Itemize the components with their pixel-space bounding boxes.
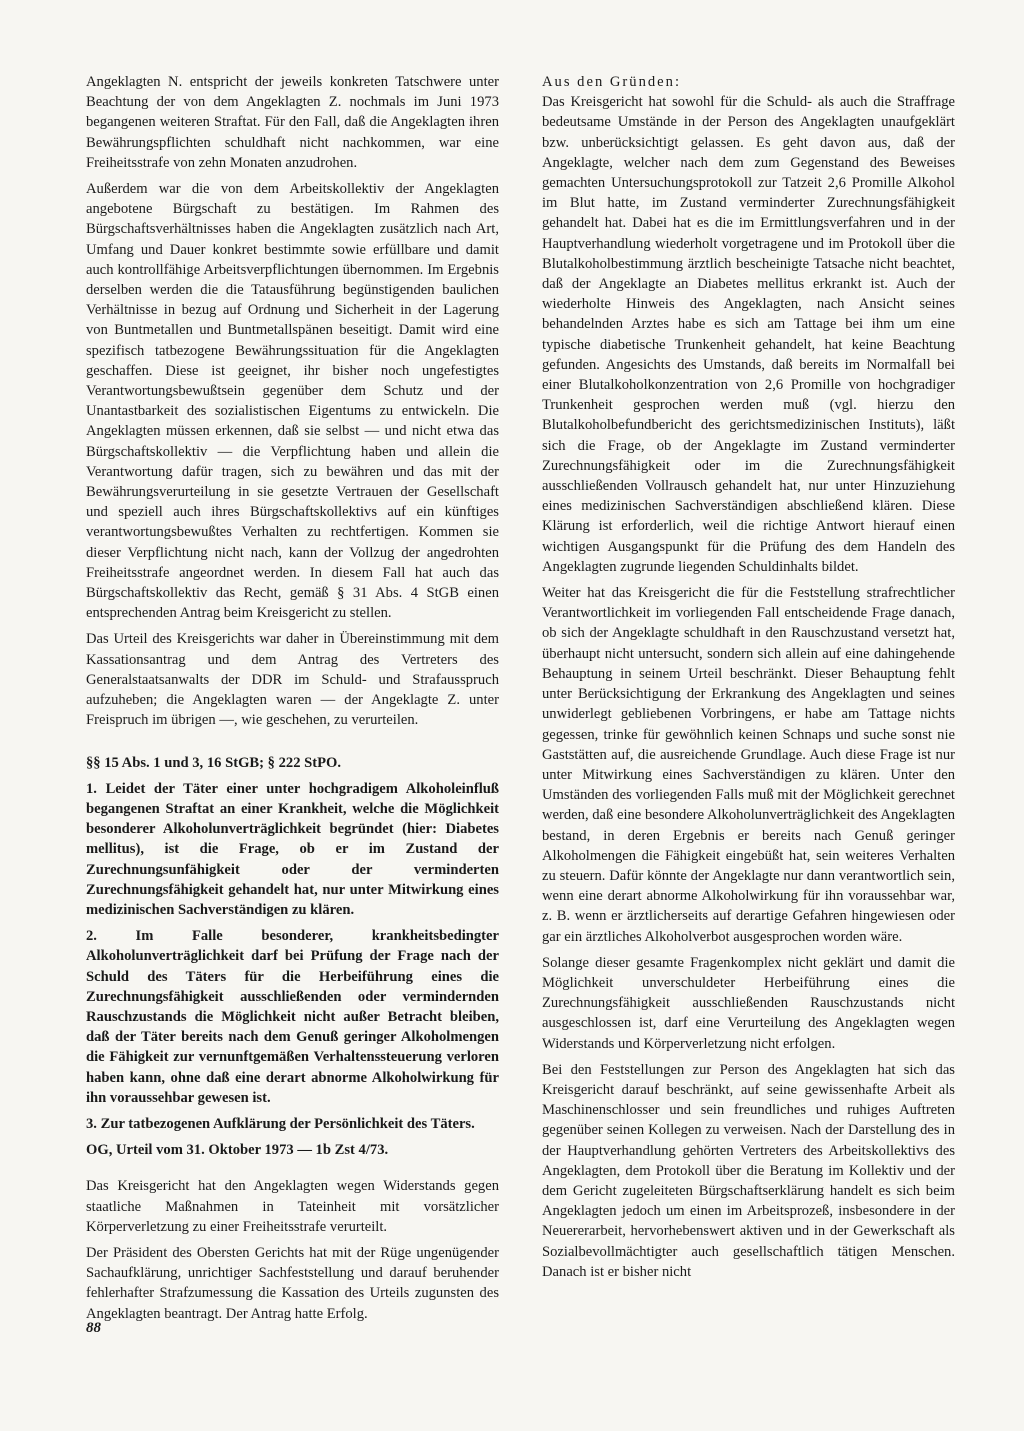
left-column-paragraph: OG, Urteil vom 31. Oktober 1973 — 1b Zst 4/73.	[86, 1142, 389, 1159]
left-column-paragraph: §§ 15 Abs. 1 und 3, 16 StGB; § 222 StPO.	[86, 754, 342, 771]
left-column-paragraph: 3. Zur tatbezogenen Aufklärung der Persönlichkeit des Täters.	[86, 1115, 475, 1132]
left-column-paragraph: Das Urteil des Kreisgerichts war daher in Übereinstimmung mit dem Kassationsantrag und dem Antrag des Vertreters des Generalstaatsanwalts der DDR im Schuld- und Strafausspruch aufzuheben; die Angeklagten waren — der Angeklagte Z. unter Freispruch im übrigen —, wie geschehen, zu verurteilen.	[86, 631, 499, 729]
right-column-paragraph: Aus den Gründen:	[542, 74, 682, 90]
left-column-paragraph: 2. Im Falle besonderer, krankheitsbedingter Alkoholunverträglichkeit darf bei Prüfung der Frage nach der Schuld des Täters für die Herbeiführung eines die Zurechnungsfähigkeit ausschließenden oder vermindernden Rauschzustands die Möglichkeit nicht außer Betracht bleiben, daß der Täter bereits nach dem Genuß geringer Alkoholmengen die Fähigkeit zur vernunftgemäßen Verhaltenssteuerung verloren haben kann, ohne daß eine derart abnorme Alkoholwirkung für ihn voraussehbar gewesen ist.	[86, 928, 499, 1106]
left-column-paragraph: Angeklagten N. entspricht der jeweils konkreten Tatschwere unter Beachtung der von dem Angeklagten Z. nochmals im Juni 1973 begangenen weiteren Straftat. Für den Fall, daß die Angeklagten ihren Bewährungspflichten schuldhaft nicht nachkommen, war eine Freiheitsstrafe von zehn Monaten anzudrohen.	[86, 74, 499, 171]
left-column-paragraph: Das Kreisgericht hat den Angeklagten wegen Widerstands gegen staatliche Maßnahmen in Tateinheit mit vorsätzlicher Körperverletzung zu einer Freiheitsstrafe verurteilt.	[86, 1178, 499, 1235]
right-column-paragraph: Weiter hat das Kreisgericht die für die Feststellung strafrechtlicher Verantwortlichkeit im vorliegenden Fall entscheidende Frage danach, ob sich der Angeklagte schuldhaft in den Rauschzustand versetzt hat, überhaupt nicht untersucht, sondern sich allein auf eine dahingehende Behauptung in seinem Urteil beschränkt. Dieser Behauptung fehlt unter Berücksichtigung der Erkrankung des Angeklagten und seines unwiderlegt gebliebenen Vorbringens, er habe am Tattage nichts gegessen, trinke für gewöhnlich keinen Schnaps und suche sonst nie Gaststätten auf, die ausreichende Grundlage. Auch diese Frage ist nur unter Mitwirkung eines Sachverständigen zu klären. Unter den Umständen des vorliegenden Falls muß mit der Möglichkeit gerechnet werden, daß eine besondere Alkoholunverträglichkeit des Angeklagten bestand, in deren Ergebnis er bereits nach Genuß geringer Alkoholmengen die Fähigkeit eingebüßt hat, sein weiteres Verhalten zu steuern. Dafür könnte der Angeklagte nur dann verantwortlich sein, wenn eine derart abnorme Alkoholwirkung für ihn voraussehbar war, z. B. wenn er ärztlicherseits auf derartige Gefahren hingewiesen oder gar ein ärztliches Alkoholverbot ausgesprochen worden wäre.	[542, 585, 955, 945]
left-column	[86, 72, 499, 1330]
left-column-paragraph: 1. Leidet der Täter einer unter hochgradigem Alkoholeinfluß begangenen Straftat an einer Krankheit, welche die Möglichkeit besonderer Alkoholunverträglichkeit begründet (hier: Diabetes mellitus), ist die Frage, ob er im Zustand der Zurechnungsunfähigkeit oder der verminderten Zurechnungsfähigkeit gehandelt hat, nur unter Mitwirkung eines medizinischen Sachverständigen zu klären.	[86, 780, 499, 918]
right-column	[542, 72, 955, 1288]
page-number: 88	[86, 1320, 101, 1336]
right-column-paragraph: Das Kreisgericht hat sowohl für die Schuld- als auch die Straffrage bedeutsame Umstände in der Person des Angeklagten unaufgeklärt bzw. unberücksichtigt gelassen. Es geht davon aus, daß der Angeklagte, welcher nach dem zum Gegenstand des Beweises gemachten Untersuchungsprotokoll zur Tatzeit 2,6 Promille Alkohol im Blut hatte, im Zustand verminderter Zurechnungsfähigkeit gehandelt hat. Dabei hat es die im Ermittlungsverfahren und in der Hauptverhandlung wiederholt vorgetragene und im Protokoll über die Blutalkoholbestimmung ärztlich bescheinigte Tatsache nicht beachtet, daß der Angeklagte an Diabetes mellitus erkrankt ist. Auch der wiederholte Hinweis des Angeklagten, nach Ansicht seines behandelnden Arztes habe es sich am Tattage bei ihm um eine typische diabetische Trunkenheit gehandelt, hat keine Beachtung gefunden. Angesichts des Umstands, daß bereits im Normalfall bei einer Blutalkoholkonzentration von 2,6 Promille von hochgradiger Trunkenheit gesprochen werden muß (vgl. hierzu den Blutalkoholbefundbericht des gerichtsmedizinischen Instituts), läßt sich die Frage, ob der Angeklagte im Zustand verminderter Zurechnungsfähigkeit oder im die Zurechnungsfähigkeit ausschließenden Vollrausch gehandelt hat, nur unter Hinzuziehung eines medizinischen Sachverständigen abschließend klären. Diese Klärung ist erforderlich, weil die richtige Antwort hierauf einen wichtigen Ausgangspunkt für die Prüfung des dem Handeln des Angeklagten zugrunde liegenden Schuldinhalts bildet.	[542, 94, 955, 575]
left-column-paragraph: Der Präsident des Obersten Gerichts hat mit der Rüge ungenügender Sachaufklärung, unrichtiger Sachfeststellung und darauf beruhender fehlerhafter Strafzumessung die Kassation des Urteils zugunsten des Angeklagten beantragt. Der Antrag hatte Erfolg.	[86, 1244, 499, 1322]
right-column-paragraph: Bei den Feststellungen zur Person des Angeklagten hat sich das Kreisgericht darauf beschränkt, auf seine gewissenhafte Arbeit als Maschinenschlosser und sein freundliches und ruhiges Auftreten gegenüber seinen Kollegen zu verweisen. Nach der Darstellung des in der Hauptverhandlung gehörten Vertreters des Arbeitskollektivs des Angeklagten, dem Protokoll über die Beratung im Kollektiv und der dem Gericht zugeleiteten Bürgschaftserklärung handelt es sich beim Angeklagten jedoch um einen im Arbeitsprozeß, insbesondere in der Neuererarbeit, hervorhebenswert aktiven und in der Gewerkschaft als Sozialbevollmächtigter auch gesellschaftlich tätigen Menschen. Danach ist er bisher nicht	[542, 1061, 955, 1280]
right-column-paragraph: Solange dieser gesamte Fragenkomplex nicht geklärt und damit die Möglichkeit unverschuldeter Herbeiführung eines die Zurechnungsfähigkeit ausschließenden Rauschzustands nicht ausgeschlossen ist, darf eine Verurteilung des Angeklagten wegen Widerstands und Körperverletzung nicht erfolgen.	[542, 954, 955, 1052]
left-column-paragraph: Außerdem war die von dem Arbeitskollektiv der Angeklagten angebotene Bürgschaft zu bestätigen. Im Rahmen des Bürgschaftsverhältnisses haben die Angeklagten zusätzlich nach Art, Umfang und Dauer konkret bestimmte sowie erfüllbare und damit auch kontrollfähige Arbeitsverpflichtungen übernommen. Im Ergebnis derselben werden die die Tatausführung begünstigenden baulichen Verhältnisse in bezug auf Ordnung und Sicherheit in der Lagerung von Buntmetallen und Buntmetallspänen beseitigt. Damit wird eine spezifisch tatbezogene Bewährungssituation für die Angeklagten geschaffen. Diese ist geeignet, ihr bisher noch ungefestigtes Verantwortungsbewußtsein gegenüber dem Schutz und der Unantastbarkeit des sozialistischen Eigentums zu entwickeln. Die Angeklagten müssen erkennen, daß sie selbst — und nicht etwa das Bürgschaftskollektiv — die Verpflichtung haben und allein die Verantwortung dafür tragen, sich zu bewähren und das mit der Bewährungsverurteilung in sie gesetzte Vertrauen der Gesellschaft und speziell auch ihres Bürgschaftskollektivs auf ein künftiges verantwortungsbewußtes Verhalten zu rechtfertigen. Kommen sie dieser Verpflichtung nicht nach, kann der Vollzug der angedrohten Freiheitsstrafe angeordnet werden. In diesem Fall hat auch das Bürgschaftskollektiv das Recht, gemäß § 31 Abs. 4 StGB einen entsprechenden Antrag beim Kreisgericht zu stellen.	[86, 181, 499, 622]
